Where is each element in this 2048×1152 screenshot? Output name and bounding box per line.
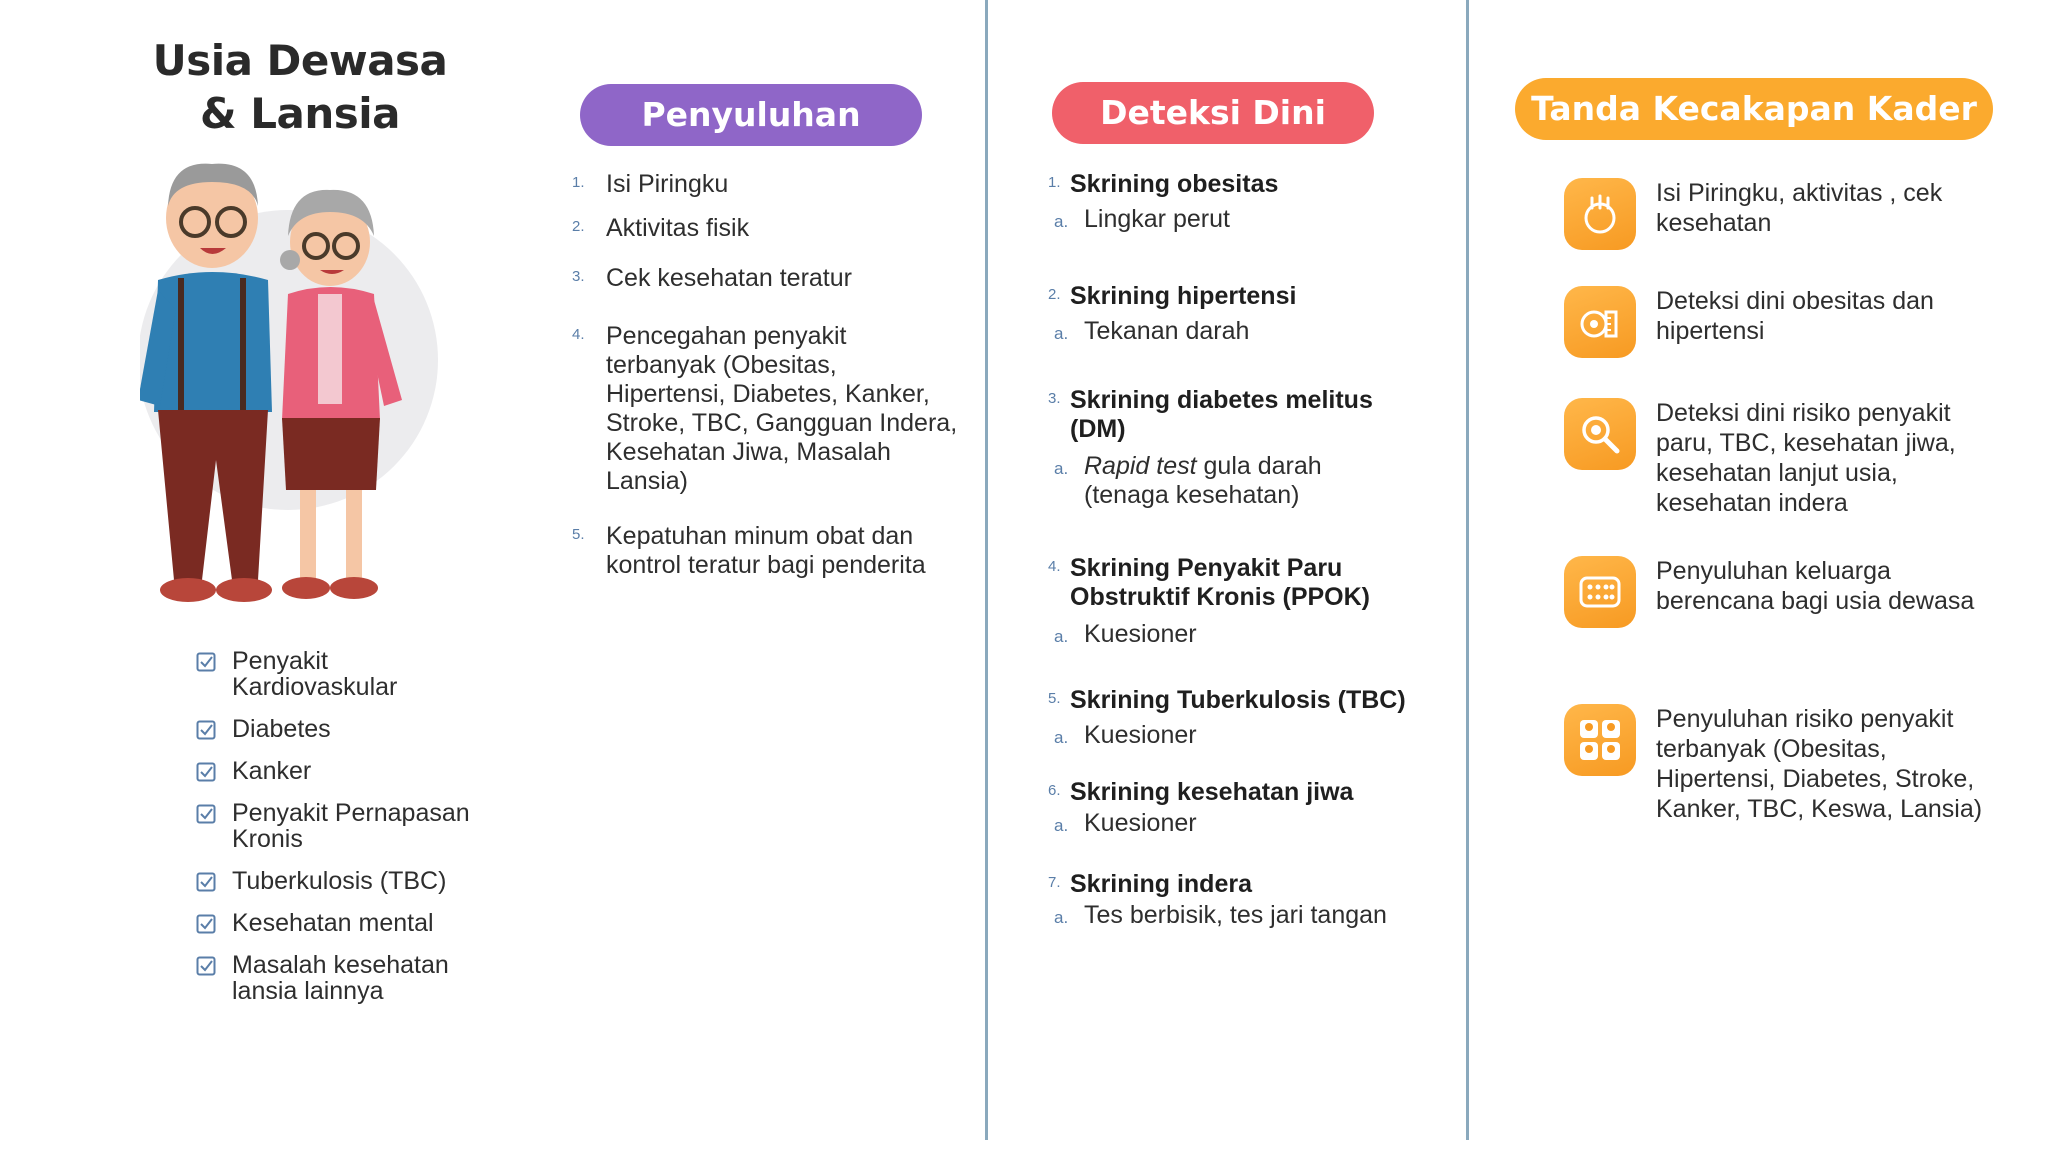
list-item: Kesehatan mental bbox=[196, 910, 496, 936]
magnifier-icon bbox=[1578, 412, 1622, 456]
item-text: Pencegahan penyakit terbanyak (Obesitas, Hipertensi, Diabetes, Kanker, Stroke, TBC, Gangguan Indera, Kesehatan Jiwa, Masalah Lansia) bbox=[606, 322, 958, 495]
badge-icon-tile bbox=[1564, 398, 1636, 470]
list-item bbox=[572, 264, 962, 293]
list-item: Kanker bbox=[196, 758, 496, 784]
rapid-test-emphasis: Rapid test bbox=[1084, 452, 1197, 480]
sub-letter: a. bbox=[1054, 459, 1069, 478]
list-item: Penyakit Pernapasan Kronis bbox=[196, 800, 496, 852]
item-number: 4. bbox=[572, 326, 585, 343]
sub-letter: a. bbox=[1054, 728, 1069, 747]
item-sub: a. Rapid test gula darah (tenaga kesehatan) bbox=[1054, 452, 1322, 509]
item-title: Skrining kesehatan jiwa bbox=[1070, 778, 1354, 806]
item-number: 3. bbox=[572, 268, 585, 285]
item-number: 7. bbox=[1048, 874, 1061, 891]
sub-letter: a. bbox=[1054, 908, 1069, 927]
checkbox-checked-icon bbox=[196, 914, 216, 934]
checkbox-checked-icon bbox=[196, 762, 216, 782]
list-item bbox=[1048, 778, 1468, 838]
item-title: Skrining hipertensi bbox=[1070, 282, 1297, 310]
item-sub: a. Kuesioner bbox=[1048, 721, 1468, 750]
item-number: 3. bbox=[1048, 390, 1061, 407]
checkbox-checked-icon bbox=[196, 720, 216, 740]
badge-text: Isi Piringku, aktivitas , cek kesehatan bbox=[1656, 179, 1943, 237]
item-number: 5. bbox=[572, 526, 585, 543]
list-item: Penyakit Kardiovaskular bbox=[196, 648, 496, 700]
badge-text: Penyuluhan keluarga berencana bagi usia dewasa bbox=[1656, 557, 1975, 615]
badge-text: Deteksi dini obesitas dan hipertensi bbox=[1656, 287, 1934, 345]
list-item bbox=[572, 170, 962, 199]
checkbox-checked-icon bbox=[196, 652, 216, 672]
item-title: Skrining Tuberkulosis (TBC) bbox=[1070, 686, 1406, 714]
item-title: Skrining indera bbox=[1070, 870, 1252, 898]
item-sub: a. Kuesioner bbox=[1048, 620, 1388, 649]
sub-letter: a. bbox=[1054, 816, 1069, 835]
list-item: Tuberkulosis (TBC) bbox=[196, 868, 496, 894]
badge-icon-tile bbox=[1564, 556, 1636, 628]
sub-letter: a. bbox=[1054, 212, 1069, 231]
item-text: Cek kesehatan teratur bbox=[606, 264, 852, 292]
item-sub: a. Kuesioner bbox=[1048, 809, 1468, 838]
item-number: 6. bbox=[1048, 782, 1061, 799]
list-item bbox=[1048, 386, 1388, 510]
item-number: 1. bbox=[572, 174, 585, 191]
checkbox-checked-icon bbox=[196, 804, 216, 824]
elderly-couple-illustration bbox=[140, 160, 490, 620]
list-item bbox=[1048, 686, 1468, 750]
list-item bbox=[1048, 554, 1388, 649]
item-number: 2. bbox=[572, 218, 585, 235]
family-icon bbox=[1578, 718, 1622, 762]
badge-icon-tile bbox=[1564, 704, 1636, 776]
column-divider bbox=[985, 0, 988, 1140]
item-text: Aktivitas fisik bbox=[606, 214, 750, 242]
checkbox-checked-icon bbox=[196, 872, 216, 892]
item-title: Skrining diabetes melitus (DM) bbox=[1070, 386, 1373, 443]
list-item bbox=[1048, 870, 1468, 930]
item-number: 4. bbox=[1048, 558, 1061, 575]
column-divider bbox=[1466, 0, 1469, 1140]
item-sub: a. Lingkar perut bbox=[1048, 205, 1468, 234]
measuring-tape-icon bbox=[1578, 300, 1622, 344]
list-item: Diabetes bbox=[196, 716, 496, 742]
list-item bbox=[572, 214, 962, 243]
item-number: 5. bbox=[1048, 690, 1061, 707]
checkbox-checked-icon bbox=[196, 956, 216, 976]
item-title: Skrining obesitas bbox=[1070, 170, 1279, 198]
list-item bbox=[1048, 170, 1468, 234]
list-item bbox=[572, 322, 962, 496]
kader-header: Tanda Kecakapan Kader bbox=[1515, 78, 1993, 140]
pill-pack-icon bbox=[1578, 570, 1622, 614]
deteksi-dini-header: Deteksi Dini bbox=[1052, 82, 1374, 144]
badge-text: Deteksi dini risiko penyakit paru, TBC, kesehatan jiwa, kesehatan lanjut usia, kesehatan indera bbox=[1656, 399, 1956, 517]
disease-risk-list bbox=[196, 648, 496, 1020]
item-title: Skrining Penyakit Paru Obstruktif Kronis (PPOK) bbox=[1070, 554, 1371, 611]
badge-icon-tile bbox=[1564, 178, 1636, 250]
list-item bbox=[572, 522, 962, 580]
item-text: Kepatuhan minum obat dan kontrol teratur bagi penderita bbox=[606, 522, 926, 579]
item-text: Isi Piringku bbox=[606, 170, 729, 198]
item-sub: a. Tekanan darah bbox=[1048, 317, 1468, 346]
badge-icon-tile bbox=[1564, 286, 1636, 358]
page-title: Usia Dewasa & Lansia bbox=[152, 36, 448, 138]
item-sub: a. Tes berbisik, tes jari tangan bbox=[1048, 901, 1468, 930]
item-number: 1. bbox=[1048, 174, 1061, 191]
badge-text: Penyuluhan risiko penyakit terbanyak (Obesitas, Hipertensi, Diabetes, Stroke, Kanker, TBC, Keswa, Lansia) bbox=[1656, 705, 1983, 823]
list-item: Masalah kesehatan lansia lainnya bbox=[196, 952, 496, 1004]
sub-letter: a. bbox=[1054, 324, 1069, 343]
sub-letter: a. bbox=[1054, 627, 1069, 646]
penyuluhan-header: Penyuluhan bbox=[580, 84, 922, 146]
plate-icon bbox=[1578, 192, 1622, 236]
list-item bbox=[1048, 282, 1468, 346]
item-number: 2. bbox=[1048, 286, 1061, 303]
